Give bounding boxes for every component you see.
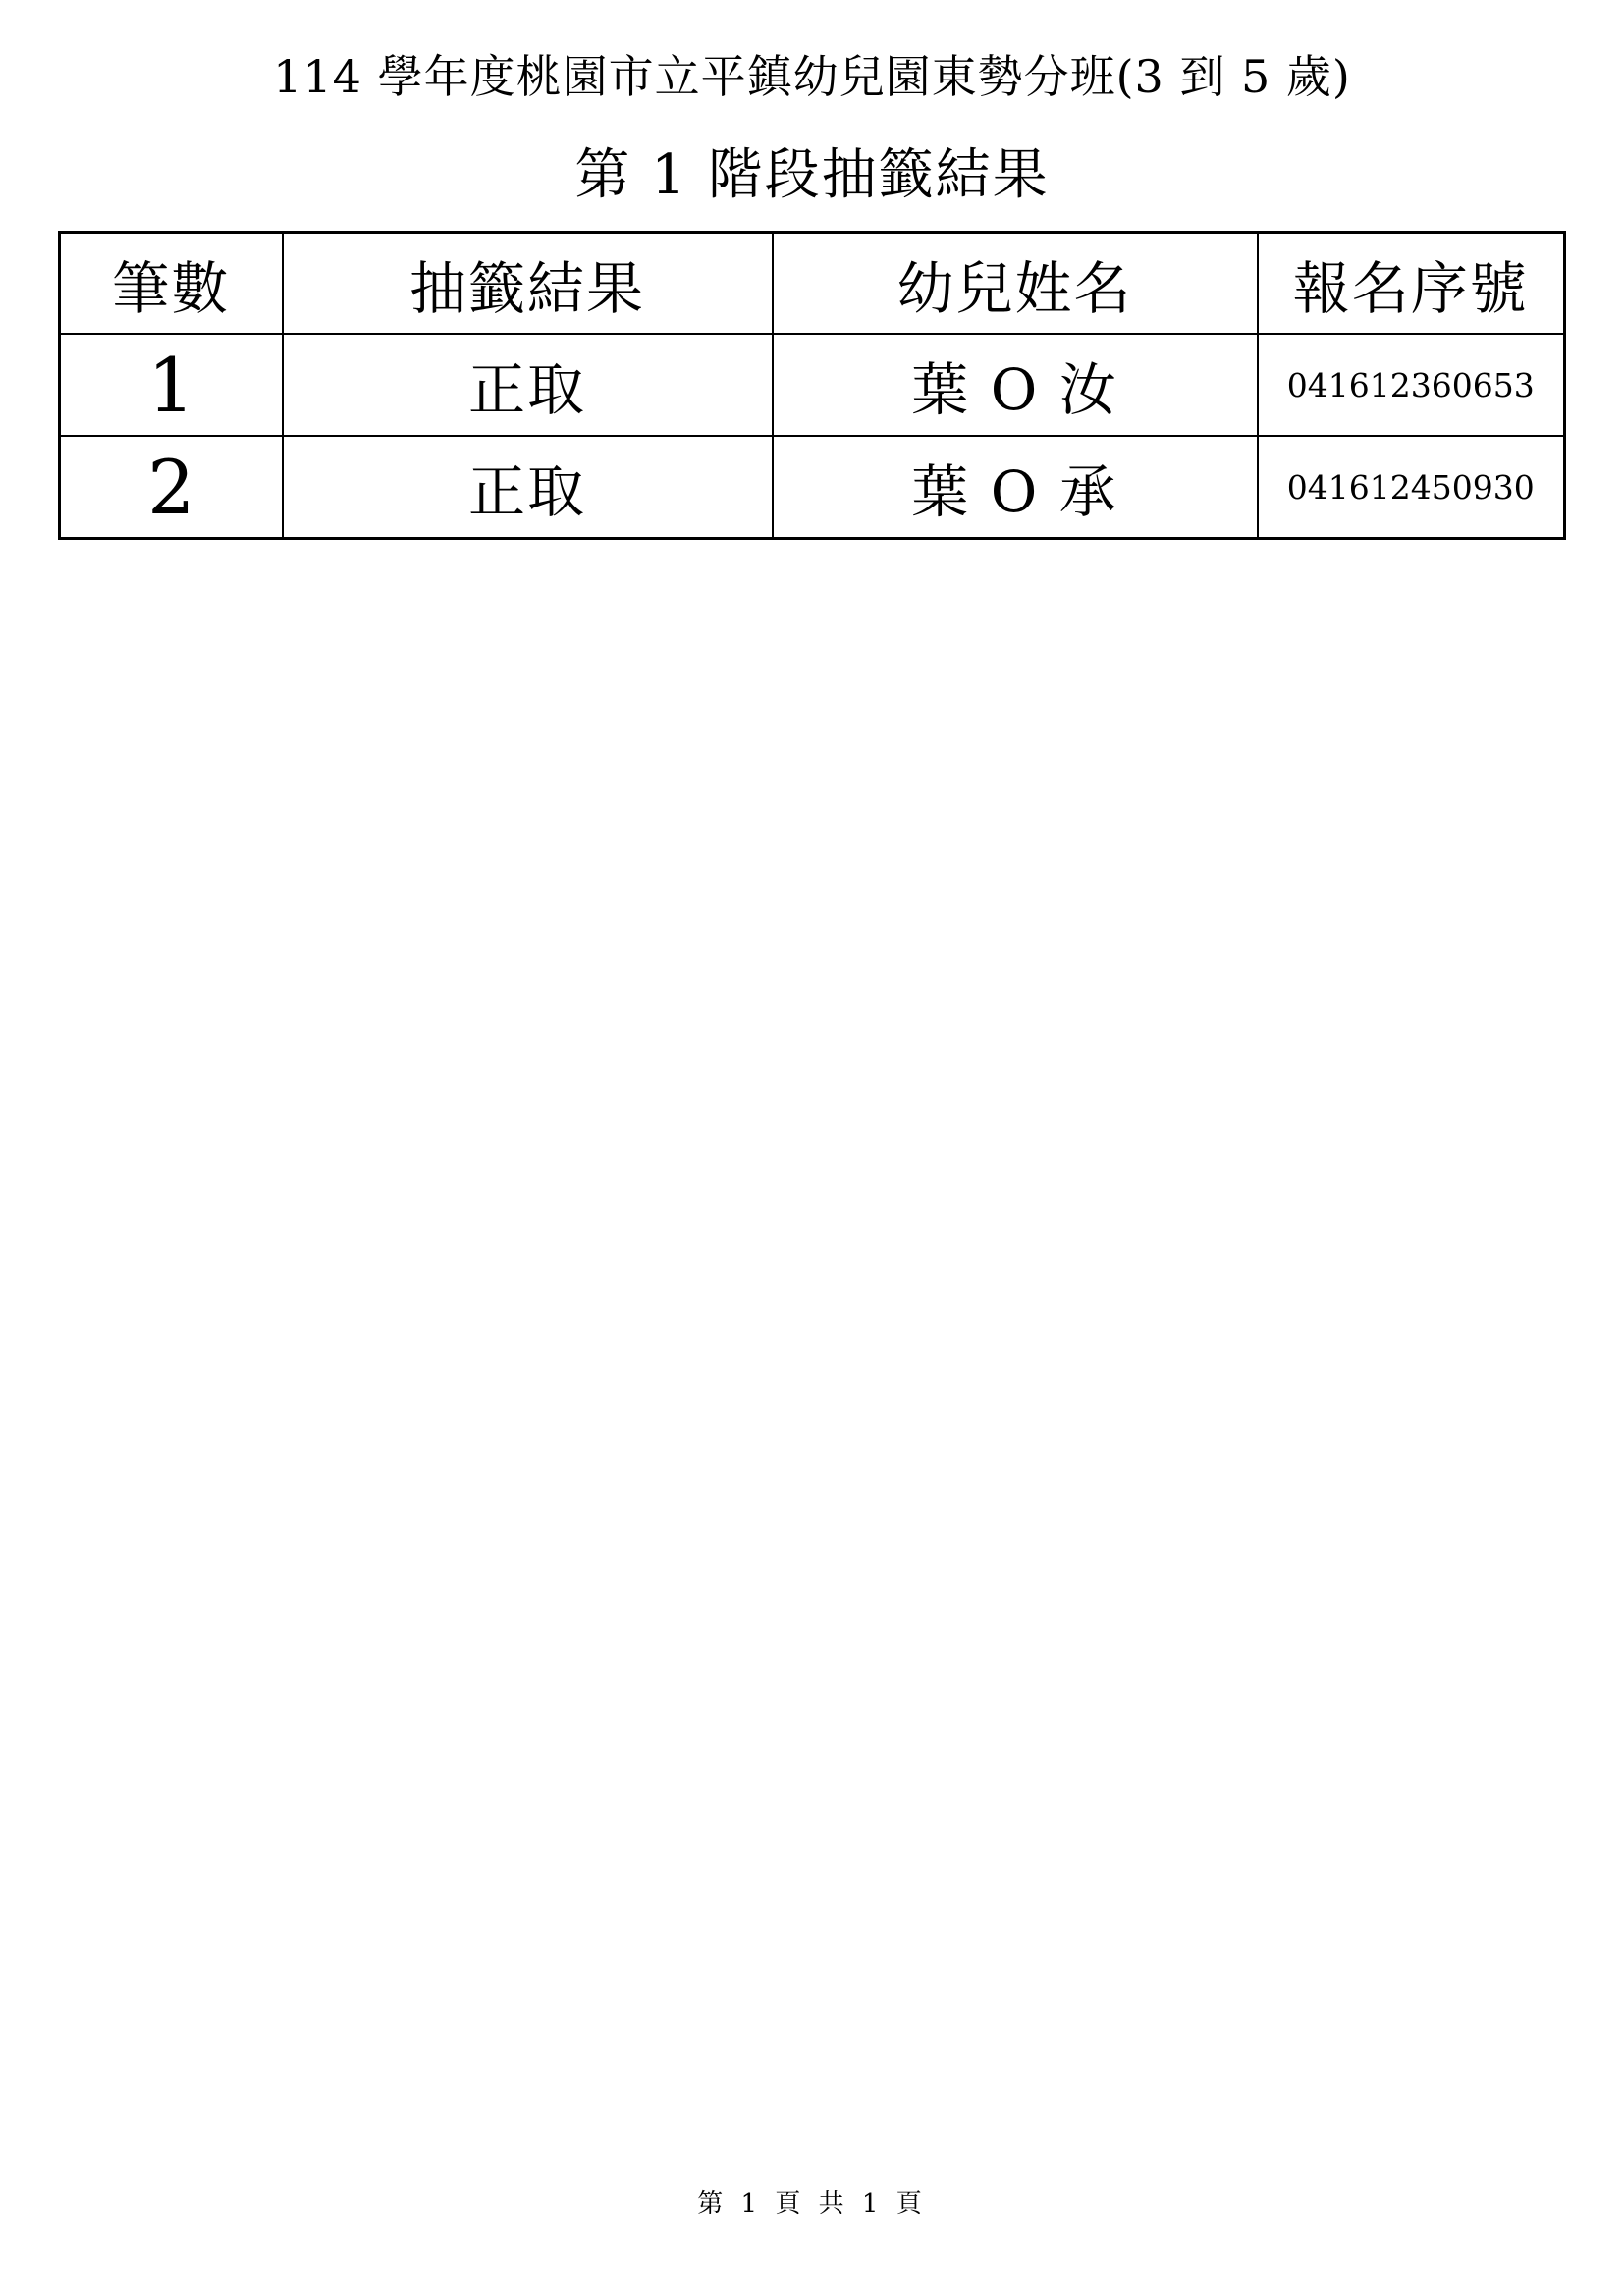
lottery-results-table [58,231,1566,540]
table-header-row [60,233,1565,335]
document-title: 114 學年度桃園市立平鎮幼兒園東勢分班(3 到 5 歲) [273,50,1351,103]
child-name-cell: 葉 O 汝 [773,334,1258,436]
record-no-cell: 1 [60,334,283,436]
page-footer: 第 1 頁 共 1 頁 [697,2189,927,2218]
lottery-result-cell: 正取 [283,334,773,436]
child-name-cell: 葉 O 承 [773,436,1258,539]
column-header-registration-no: 報名序號 [1258,233,1565,335]
column-header-record-no: 筆數 [60,233,283,335]
registration-no-cell: 041612450930 [1258,436,1565,539]
registration-no-cell: 041612360653 [1258,334,1565,436]
table-row [60,436,1565,539]
lottery-result-cell: 正取 [283,436,773,539]
column-header-lottery-result: 抽籤結果 [283,233,773,335]
record-no-cell: 2 [60,436,283,539]
table-row [60,334,1565,436]
column-header-child-name: 幼兒姓名 [773,233,1258,335]
document-subtitle: 第 1 階段抽籤結果 [574,142,1050,207]
